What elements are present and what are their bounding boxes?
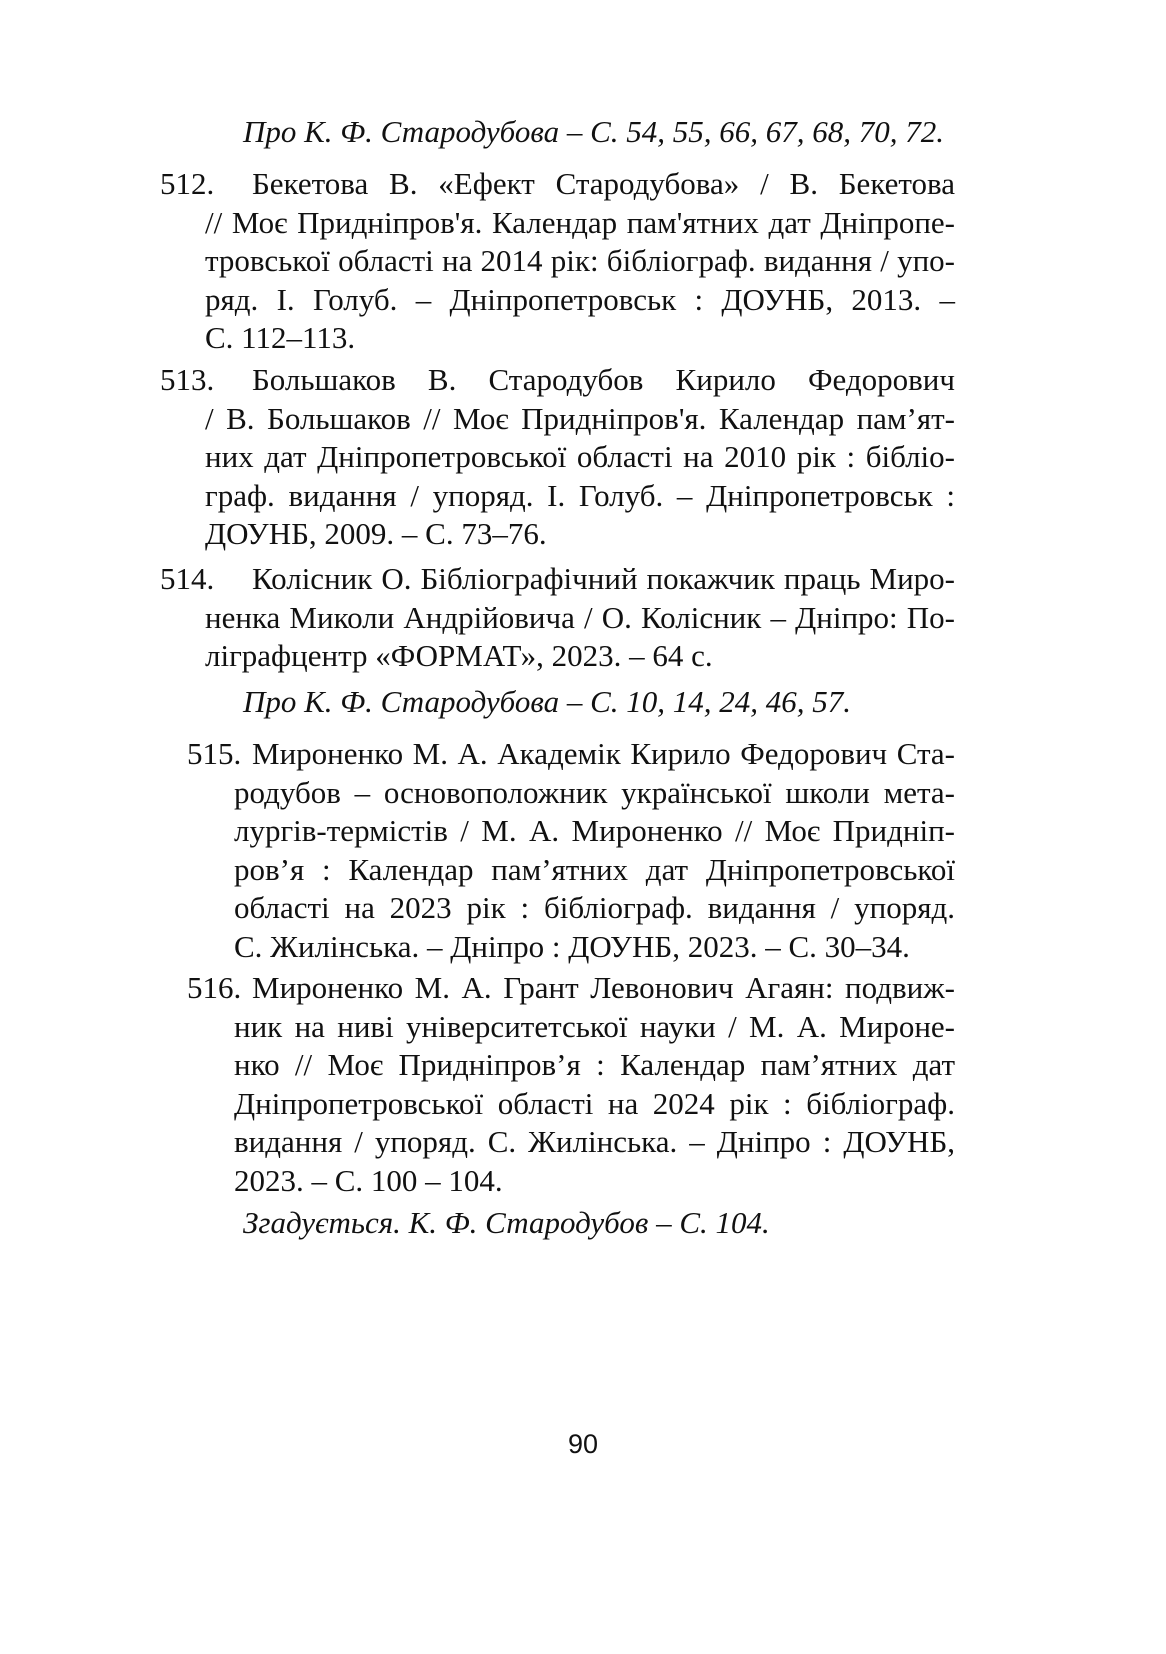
entry-line: Бекетова В. «Ефект Стародубова» / В. Бекетова	[252, 166, 955, 201]
entry-number: 514.	[160, 561, 215, 596]
entry-number: 516.	[187, 970, 242, 1005]
entry-number: 513.	[160, 362, 215, 397]
entry-line: області на 2023 рік : бібліограф. видання / упоряд.	[234, 890, 955, 926]
entry-line: С. Жилінська. – Дніпро : ДОУНБ, 2023. – С. 30–34.	[234, 928, 910, 964]
entry-line: С. 112–113.	[205, 320, 356, 356]
bibliography-entry-514	[160, 560, 955, 676]
entry-line: ліграфцентр «ФОРМАТ», 2023. – 64 с.	[205, 638, 713, 674]
bibliography-entry-513	[160, 361, 955, 554]
entry-line: ров’я : Календар пам’ятних дат Дніпропетровської	[234, 851, 955, 887]
bibliography-entry-512	[160, 165, 955, 358]
entry-line: нко // Моє Придніпров’я : Календар пам’ятних дат	[234, 1047, 955, 1083]
entry-line: / В. Большаков // Моє Придніпров'я. Календар пам’ят-	[205, 400, 955, 436]
entry-line: Мироненко М. А. Грант Левонович Агаян: подвиж-	[252, 970, 955, 1005]
entry-number: 512.	[160, 166, 215, 201]
entry-line: ДОУНБ, 2009. – С. 73–76.	[205, 516, 547, 552]
entry-line: Дніпропетровської області на 2024 рік : бібліограф.	[234, 1085, 955, 1121]
entry-line: // Моє Придніпров'я. Календар пам'ятних дат Дніпропе-	[205, 204, 955, 240]
annotation-note: Про К. Ф. Стародубова – С. 54, 55, 66, 67, 68, 70, 72.	[243, 114, 945, 149]
entry-line: тровської області на 2014 рік: бібліограф. видання / упо-	[205, 243, 955, 279]
entry-line: Большаков В. Стародубов Кирило Федорович	[252, 362, 955, 397]
bibliography-entry-515	[187, 735, 955, 967]
page-number: 90	[567, 1429, 599, 1459]
bibliography-entry-516	[187, 969, 955, 1201]
entry-line: граф. видання / упоряд. І. Голуб. – Дніпропетровськ :	[205, 477, 955, 513]
entry-number: 515.	[187, 736, 242, 771]
entry-line: лургів-термістів / М. А. Мироненко // Моє Придніп-	[234, 813, 955, 849]
entry-line: Мироненко М. А. Академік Кирило Федорович Ста-	[252, 736, 955, 771]
entry-line: видання / упоряд. С. Жилінська. – Дніпро : ДОУНБ,	[234, 1124, 955, 1160]
annotation-note: Згадується. К. Ф. Стародубов – С. 104.	[243, 1205, 770, 1240]
entry-line: родубов – основоположник української школи мета-	[234, 774, 955, 810]
entry-line: ненка Миколи Андрійовича / О. Колісник – Дніпро: По-	[205, 599, 955, 635]
entry-line: них дат Дніпропетровської області на 2010 рік : бібліо-	[205, 439, 955, 475]
entry-line: 2023. – С. 100 – 104.	[234, 1162, 503, 1198]
entry-line: ряд. І. Голуб. – Дніпропетровськ : ДОУНБ, 2013. –	[205, 281, 955, 317]
entry-line: ник на ниві університетської науки / М. А. Мироне-	[234, 1008, 955, 1044]
annotation-note: Про К. Ф. Стародубова – С. 10, 14, 24, 46, 57.	[243, 684, 852, 719]
entry-line: Колісник О. Бібліографічний покажчик праць Миро-	[252, 561, 955, 596]
